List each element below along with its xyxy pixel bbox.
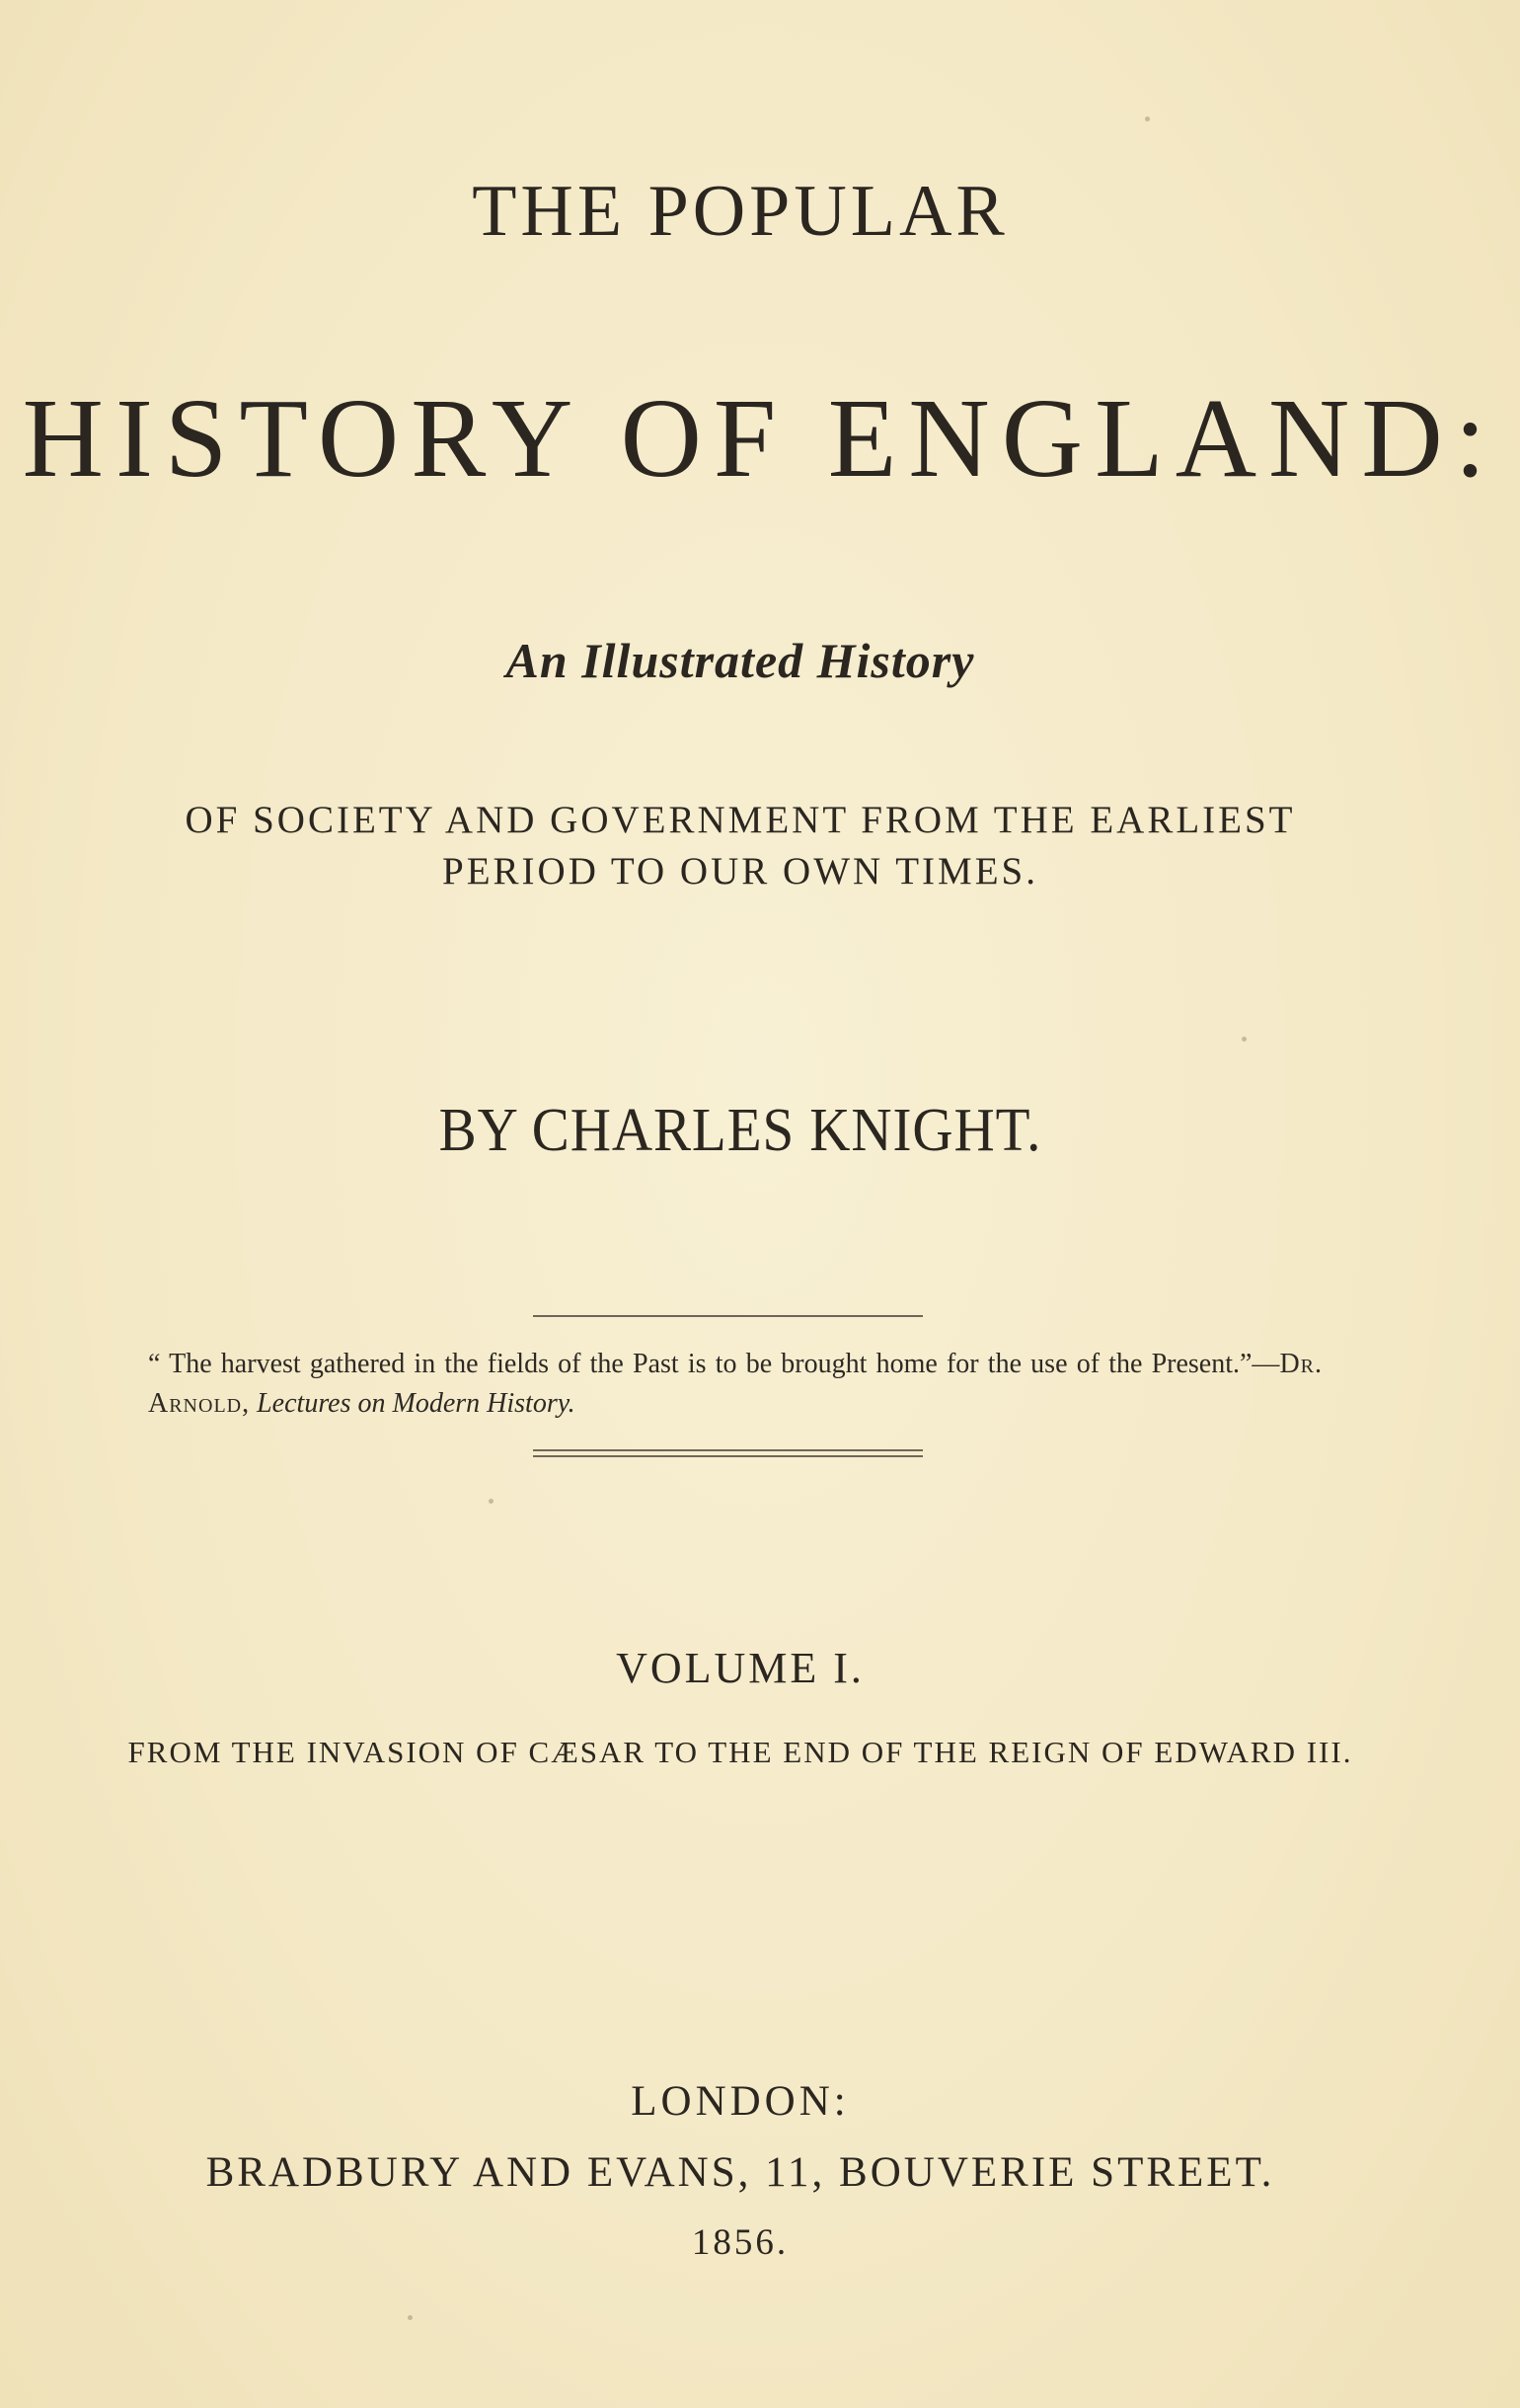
epigraph-text: “ The harvest gathered in the fields of the Past is to be brought home for the use of the Present.”— [148, 1349, 1280, 1379]
divider-rule-bottom-double [533, 1455, 923, 1457]
epigraph [148, 1345, 1323, 1424]
divider-rule-bottom [533, 1449, 923, 1451]
paper-speck [489, 1499, 494, 1504]
epigraph-attribution-name: Dr. Arnold, [148, 1349, 1323, 1419]
imprint-year: 1856. [691, 2222, 790, 2263]
paper-speck [408, 2315, 413, 2320]
title-main-line: HISTORY OF ENGLAND: [22, 375, 1498, 501]
paper-speck [1145, 117, 1150, 121]
title-top-line: THE POPULAR [472, 171, 1009, 252]
subtitle-gothic: An Illustrated History [505, 633, 975, 688]
paper-speck [1242, 1037, 1247, 1042]
imprint-publisher: BRADBURY AND EVANS, 11, BOUVERIE STREET. [205, 2149, 1275, 2196]
volume-label: VOLUME I. [616, 1644, 865, 1692]
subtitle-line-2: PERIOD TO OUR OWN TIMES. [442, 850, 1038, 893]
divider-rule-top [533, 1315, 923, 1317]
subtitle-line-1: OF SOCIETY AND GOVERNMENT FROM THE EARLIEST [185, 799, 1296, 841]
volume-range: FROM THE INVASION OF CÆSAR TO THE END OF THE REIGN OF EDWARD III. [127, 1735, 1353, 1769]
epigraph-attribution-work: Lectures on Modern History. [257, 1388, 575, 1419]
author-line: BY CHARLES KNIGHT. [438, 1097, 1042, 1164]
imprint-city: LONDON: [631, 2078, 850, 2125]
